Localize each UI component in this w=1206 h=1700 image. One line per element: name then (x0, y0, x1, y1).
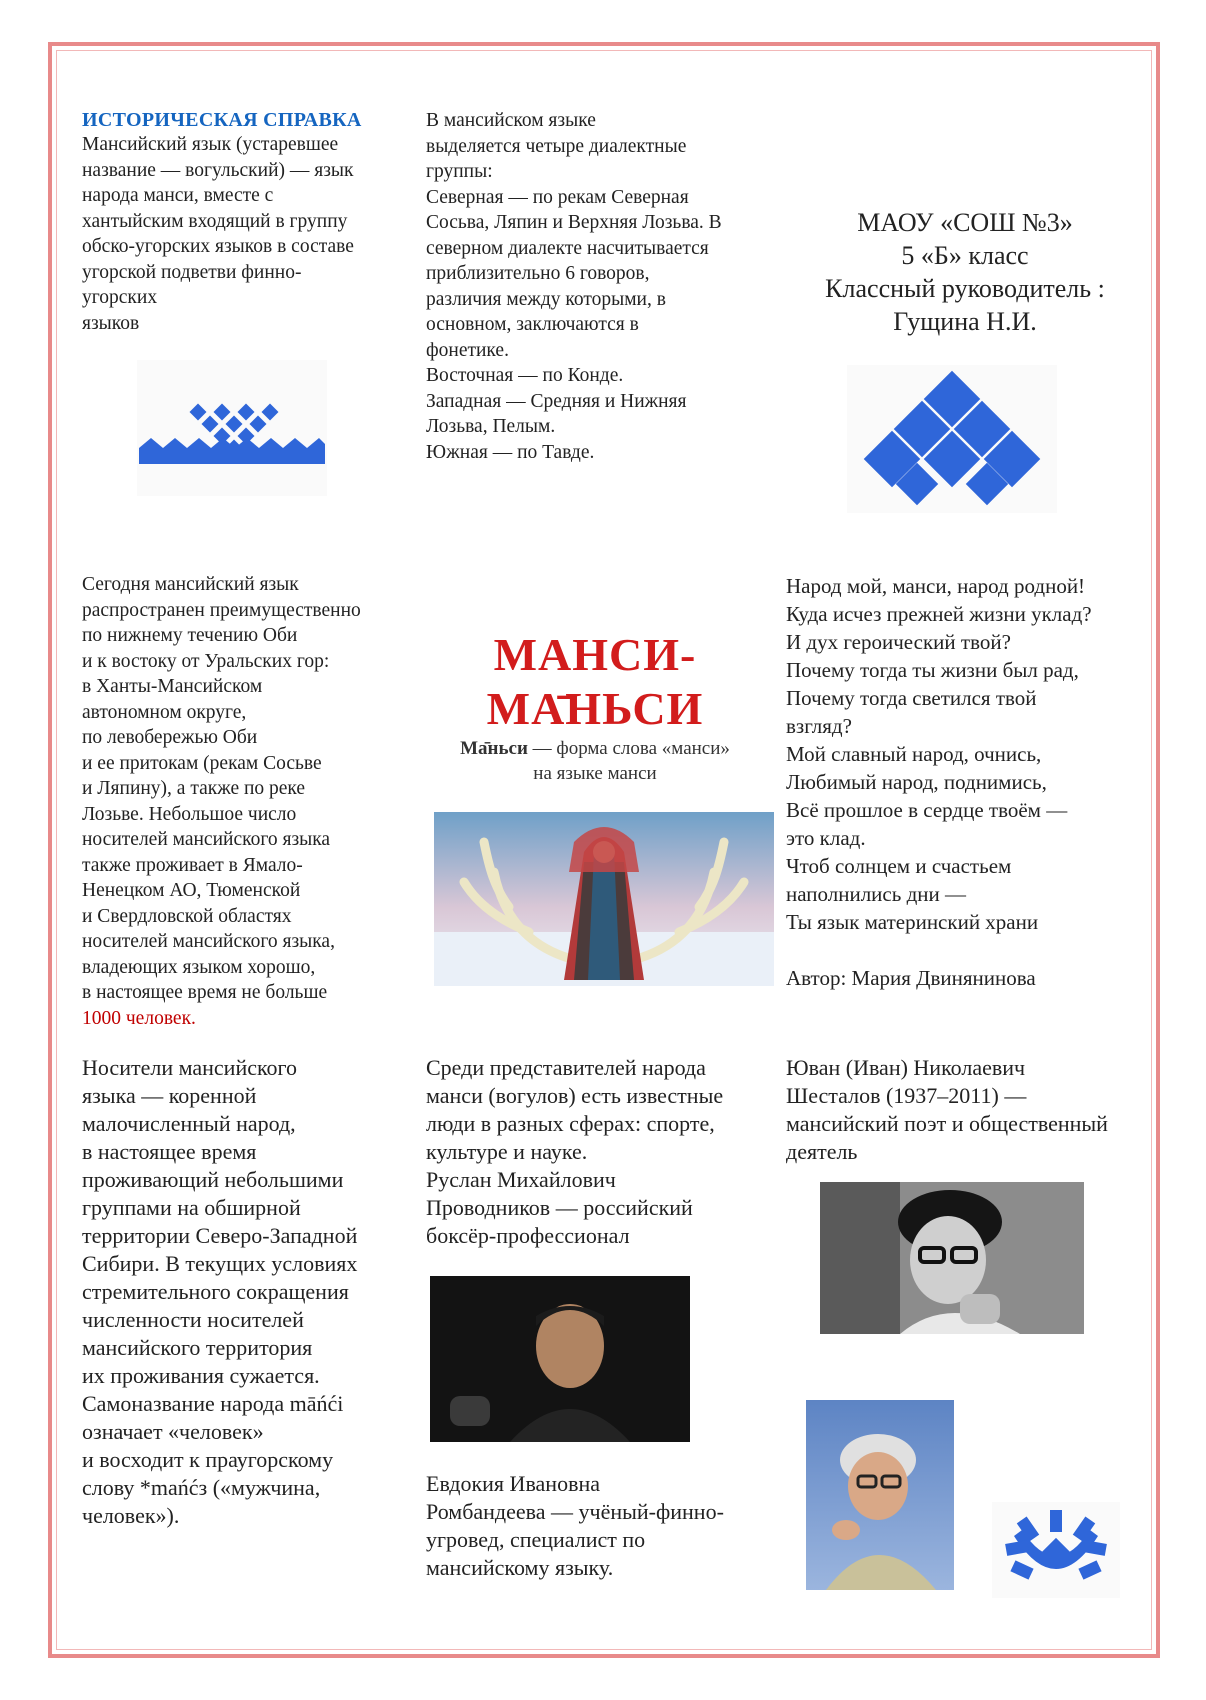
rombandeeva-section (426, 1470, 776, 1582)
famous-text: Среди представителей народа манси (вогулов) есть известные люди в разных сферах: спорте, культуре и науке. Руслан Михайлович Проводников — российский боксёр-профессионал (426, 1055, 724, 1248)
shestalov-photo (820, 1182, 1084, 1334)
teacher-name: Гущина Н.И. (893, 307, 1037, 336)
today-section (82, 572, 412, 1031)
title-line-1: МАНСИ- (493, 629, 697, 680)
poem-author: Автор: Мария Двинянинова (786, 966, 1036, 990)
title-line-2: МА̄НЬСИ (486, 683, 704, 734)
subtitle-line-2: на языке манси (533, 763, 657, 784)
mansi-ornament-image-3 (992, 1502, 1120, 1598)
school-name: МАОУ «СОШ №3» (857, 208, 1073, 237)
mansi-ornament-image-1 (137, 360, 327, 496)
dialects-section (426, 108, 776, 465)
title-section (440, 628, 750, 786)
subtitle-rest: — форма слова «манси» (527, 738, 730, 759)
poem-text: Народ мой, манси, народ родной! Куда исчез прежней жизни уклад? И дух героический твой? Почему тогда ты жизни был рад, Почему тогда светился твой взгляд? Мой славный народ, очнись, Любимый народ, поднимись, Всё прошлое в сердце твоём — это клад. Чтоб солнцем и счастьем наполнились дни — Ты язык материнский храни (786, 574, 1092, 934)
rombandeeva-text: Евдокия Ивановна Ромбандеева — учёный-финно- угровед, специалист по мансийскому языку. (426, 1471, 724, 1580)
teacher-label: Классный руководитель : (825, 274, 1105, 303)
history-heading: ИСТОРИЧЕСКАЯ СПРАВКА (82, 109, 362, 131)
provodnikov-photo (430, 1276, 690, 1442)
history-section (82, 108, 402, 336)
subtitle-word: Ма̄ньси (460, 738, 528, 759)
poem-section (786, 572, 1158, 992)
mansi-woman-illustration (434, 812, 774, 986)
shestalov-section (786, 1054, 1158, 1166)
famous-section (426, 1054, 776, 1250)
school-info (790, 206, 1140, 338)
class-name: 5 «Б» класс (901, 241, 1029, 270)
dialects-text: В мансийском языке выделяется четыре диалектные группы: Северная — по рекам Северная Сосьва, Ляпин и Верхняя Лозьва. В северном диалекте насчитывается приблизительно 6 говоров, различия между которыми, в основном, заключаются в фонетике. Восточная — по Конде. Западная — Средняя и Нижняя Лозьва, Пелым. Южная — по Тавде. (426, 110, 722, 463)
mansi-ornament-image-2 (847, 365, 1057, 513)
rombandeeva-photo (806, 1400, 954, 1590)
history-text: Мансийский язык (устаревшее название — вогульский) — язык народа манси, вместе с хантыйским входящий в группу обско-угорских языков в составе угорской подветви финно- угорских языков (82, 134, 354, 334)
title-subtitle (440, 736, 750, 761)
speakers-section (82, 1054, 412, 1530)
speakers-count: 1000 человек. (82, 1007, 196, 1029)
speakers-text: Носители мансийского языка — коренной малочисленный народ, в настоящее время проживающий небольшими группами на обширной территории Северо-Западной Сибири. В текущих условиях стремительного сокращения численности носителей мансийского территория их проживания сужается. Самоназвание народа māńćі означает «человек» и восходит к праугорскому слову *mańćз («мужчина, человек»). (82, 1055, 358, 1528)
today-text: Сегодня мансийский язык распространен преимущественно по нижнему течению Оби и к востоку от Уральских гор: в Ханты-Мансийском автономном округе, по левобережью Оби и ее притокам (рекам Сосьве и Ляпину), а также по реке Лозьве. Небольшое число носителей мансийского языка также проживает в Ямало- Ненецком АО, Тюменской и Свердловской областях носителей мансийского языка, владеющих языком хорошо, в настоящее время не больше (82, 574, 361, 1003)
shestalov-text: Юван (Иван) Николаевич Шесталов (1937–2011) — мансийский поэт и общественный деятель (786, 1055, 1108, 1164)
